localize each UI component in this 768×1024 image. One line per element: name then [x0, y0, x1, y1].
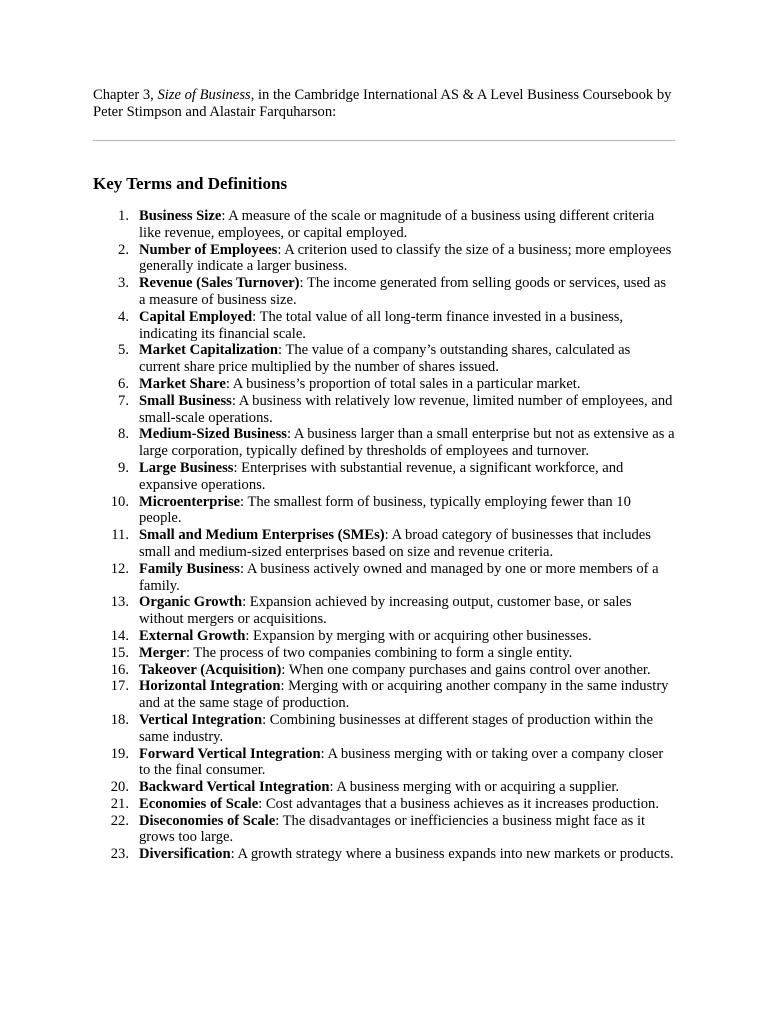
list-item — [93, 662, 675, 679]
list-item — [93, 275, 675, 309]
list-item — [93, 527, 675, 561]
term-definition: : The value of a company’s outstanding shares, calculated as current share price multiplied by the number of shares issued. — [139, 342, 631, 376]
list-item — [93, 796, 675, 813]
term-definition: : A growth strategy where a business expands into new markets or products. — [230, 846, 674, 863]
list-item — [93, 678, 675, 712]
term-definition: : The total value of all long-term finance invested in a business, indicating its financial scale. — [139, 308, 624, 342]
term-definition: : A business actively owned and managed by one or more members of a family. — [139, 560, 659, 594]
chapter-title: Size of Business — [157, 87, 251, 103]
list-item-number: 1. — [118, 208, 129, 224]
list-item — [93, 712, 675, 746]
term-definition: : Cost advantages that a business achieves as it increases production. — [258, 795, 659, 812]
list-item-number: 13. — [110, 594, 129, 611]
term-name: Market Share — [139, 375, 226, 392]
list-item-number: 14. — [110, 627, 129, 644]
term-name: Forward Vertical Integration — [139, 745, 321, 762]
intro-suffix: , in the Cambridge International AS & A Level Business Coursebook by Peter Stimpson and Alastair Farquharson: — [93, 87, 672, 120]
document-page — [93, 87, 675, 863]
list-item-number: 4. — [118, 308, 129, 325]
list-item-number: 10. — [110, 493, 129, 510]
term-definition: : Enterprises with substantial revenue, a significant workforce, and expansive operations. — [139, 459, 624, 493]
list-item — [93, 628, 675, 645]
list-item-number: 23. — [110, 846, 129, 863]
list-item — [93, 376, 675, 393]
list-item — [93, 242, 675, 276]
term-definition: : Combining businesses at different stages of production within the same industry. — [139, 711, 653, 745]
intro-paragraph — [93, 87, 675, 121]
term-name: Number of Employees — [139, 241, 278, 258]
list-item-number: 7. — [118, 392, 129, 409]
list-item — [93, 779, 675, 796]
list-item-number: 20. — [110, 779, 129, 796]
term-name: Revenue (Sales Turnover) — [139, 275, 300, 292]
list-item — [93, 309, 675, 343]
list-item-number: 18. — [110, 711, 129, 728]
term-name: Organic Growth — [139, 594, 243, 611]
list-item — [93, 393, 675, 427]
list-item-number: 6. — [118, 375, 129, 392]
term-name: Business Size — [139, 208, 222, 224]
list-item-number: 15. — [110, 644, 129, 661]
list-item-number: 2. — [118, 241, 129, 258]
term-name: Horizontal Integration — [139, 678, 281, 695]
term-name: Market Capitalization — [139, 342, 279, 359]
term-definition: : When one company purchases and gains control over another. — [281, 661, 651, 678]
term-name: Microenterprise — [139, 493, 241, 510]
list-item — [93, 813, 675, 847]
list-item-number: 21. — [110, 795, 129, 812]
term-name: Diseconomies of Scale — [139, 812, 276, 829]
term-name: Large Business — [139, 459, 234, 476]
term-definition: : A business with relatively low revenue, limited number of employees, and small-scale operations. — [139, 392, 673, 426]
term-name: Diversification — [139, 846, 231, 863]
term-definition: : Expansion by merging with or acquiring other businesses. — [245, 627, 592, 644]
term-definition: : A business merging with or acquiring a supplier. — [329, 779, 620, 796]
list-item — [93, 746, 675, 780]
list-item — [93, 846, 675, 863]
term-definition: : The income generated from selling goods or services, used as a measure of business size. — [139, 275, 667, 308]
term-name: Takeover (Acquisition) — [139, 661, 282, 678]
term-name: Capital Employed — [139, 308, 253, 325]
term-definition: : A criterion used to classify the size of a business; more employees generally indicate a larger business. — [139, 241, 672, 275]
list-item-number: 11. — [111, 527, 129, 544]
list-item — [93, 594, 675, 628]
list-item-number: 17. — [110, 678, 129, 695]
list-item — [93, 460, 675, 494]
term-name: Backward Vertical Integration — [139, 779, 330, 796]
term-definition: : The process of two companies combining to form a single entity. — [185, 644, 573, 661]
term-definition: : The disadvantages or inefficiencies a business might face as it grows too large. — [139, 812, 646, 846]
term-definition: : A broad category of businesses that includes small and medium-sized enterprises based on size and revenue criteria. — [139, 527, 651, 560]
list-item-number: 3. — [118, 275, 129, 292]
term-name: Economies of Scale — [139, 795, 259, 812]
term-name: Family Business — [139, 560, 240, 577]
intro-prefix: Chapter 3, — [93, 87, 158, 103]
list-item-number: 9. — [118, 459, 129, 476]
list-item — [93, 494, 675, 528]
list-item — [93, 561, 675, 595]
list-item-number: 5. — [118, 342, 129, 359]
term-definition: : A business’s proportion of total sales in a particular market. — [225, 375, 581, 392]
term-name: External Growth — [139, 627, 246, 644]
term-definition: : Merging with or acquiring another company in the same industry and at the same stage of production. — [139, 678, 669, 712]
key-terms-list — [93, 208, 675, 863]
term-definition: : A business merging with or taking over a company closer to the final consumer. — [139, 745, 664, 779]
term-definition: : The smallest form of business, typically employing fewer than 10 people. — [139, 493, 631, 527]
list-item — [93, 208, 675, 242]
term-name: Small and Medium Enterprises (SMEs) — [139, 527, 385, 544]
term-name: Merger — [139, 644, 186, 661]
list-item-number: 16. — [110, 661, 129, 678]
list-item-number: 19. — [110, 745, 129, 762]
term-definition: : Expansion achieved by increasing output, customer base, or sales without mergers or acquisitions. — [139, 594, 632, 628]
term-definition: : A business larger than a small enterprise but not as extensive as a large corporation, typically defined by thresholds of employees and turnover. — [139, 426, 675, 460]
horizontal-divider — [93, 140, 675, 141]
list-item — [93, 426, 675, 460]
section-heading: Key Terms and Definitions — [93, 174, 288, 193]
list-item — [93, 645, 675, 662]
term-name: Vertical Integration — [139, 711, 263, 728]
list-item — [93, 342, 675, 376]
list-item-number: 8. — [118, 426, 129, 443]
term-name: Medium-Sized Business — [139, 426, 287, 443]
term-definition: : A measure of the scale or magnitude of a business using different criteria like revenue, employees, or capital employed. — [139, 208, 655, 241]
term-name: Small Business — [139, 392, 232, 409]
list-item-number: 22. — [110, 812, 129, 829]
list-item-number: 12. — [110, 560, 129, 577]
